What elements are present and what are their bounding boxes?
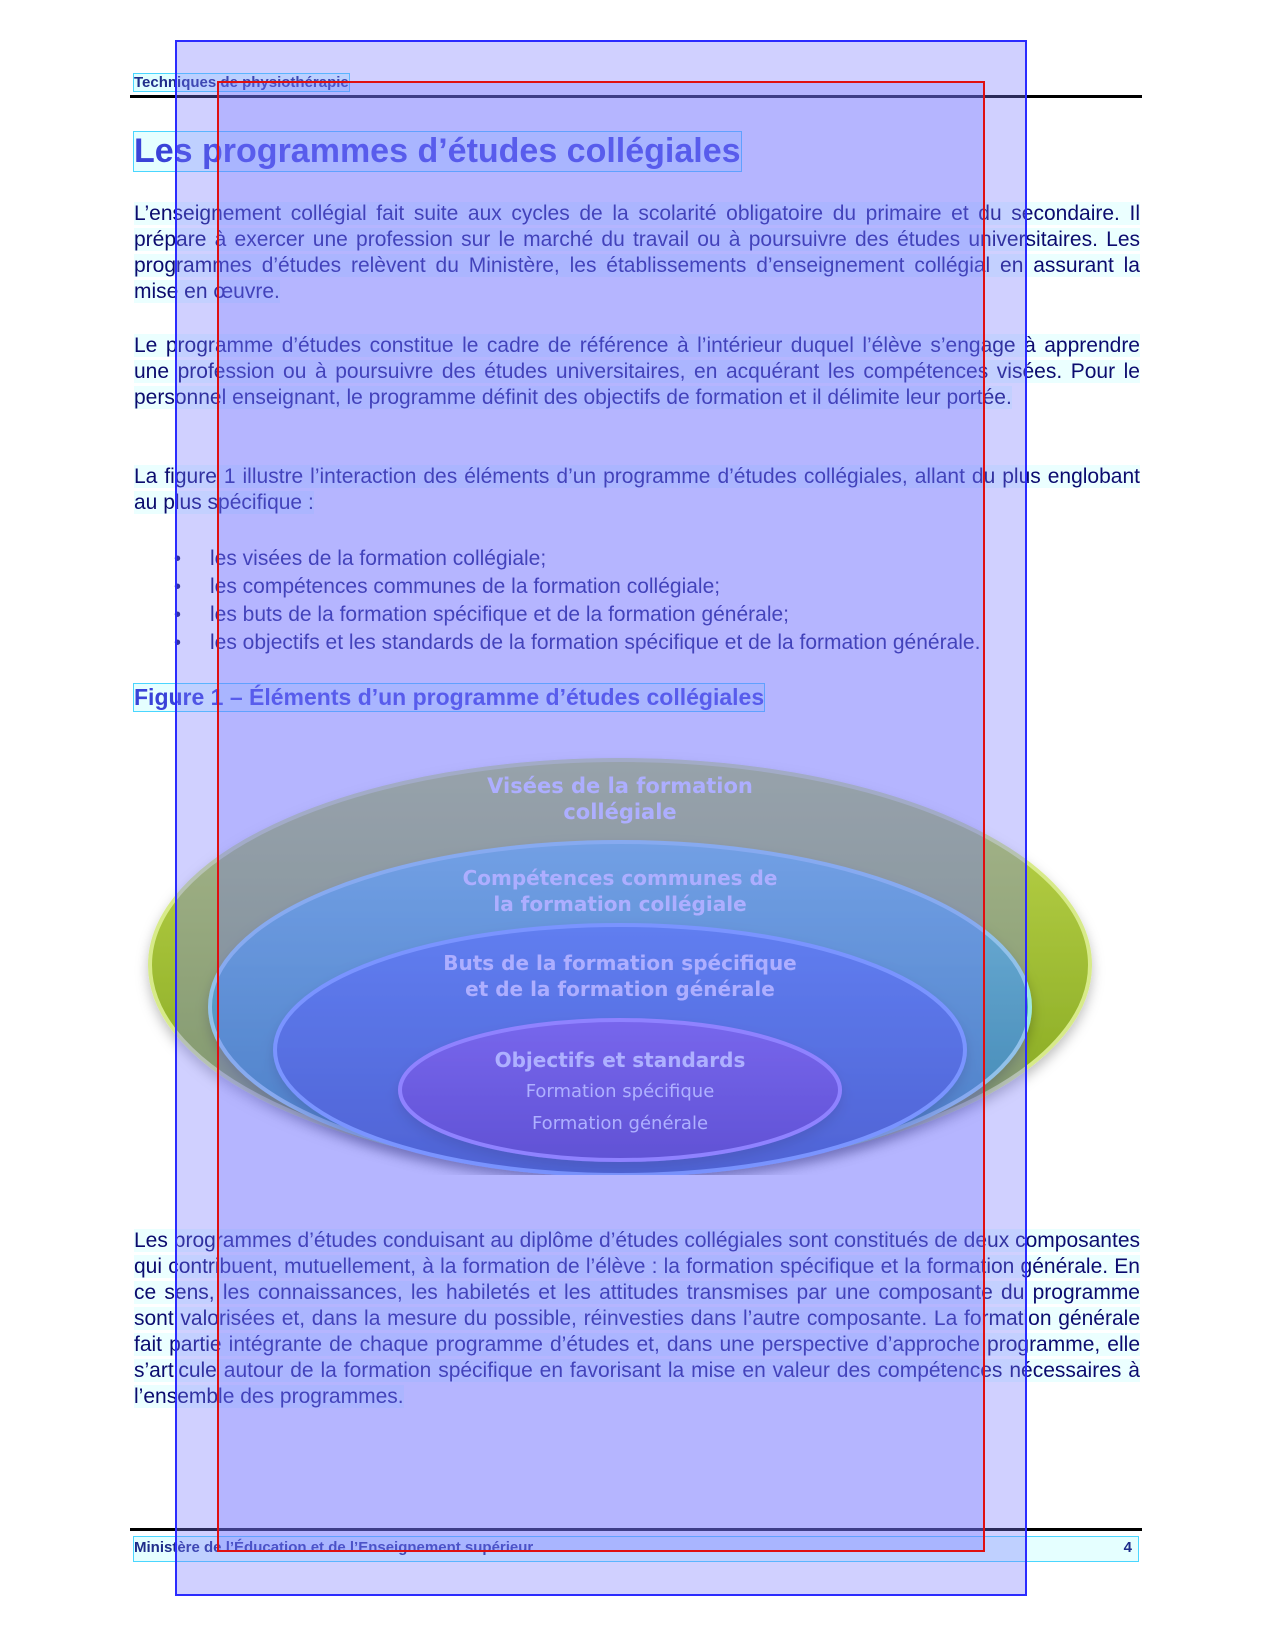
paragraph-text: Les programmes d’études conduisant au diplôme d’études collégiales sont constitués de deux composantes qui contribuent, mutuellement, à la formation de l’élève : la formation spécifique et la formation générale. En ce sens, les connaissances, les habiletés et les attitudes transmises par une composante du programme sont valorisées et, dans la mesure du possible, réinvesties dans l’autre composante. La formation générale fait partie intégrante de chaque programme d’études et, dans une perspective d’approche programme, elle s’articule autour de la formation spécifique en favorisant la mise en valeur des compétences nécessaires à l’ensemble des programmes. bbox=[134, 1229, 1140, 1408]
objectifs-label-line1: Objectifs et standards bbox=[494, 1048, 746, 1072]
buts-label-line1: Buts de la formation spécifique bbox=[443, 951, 797, 975]
figure-intro-paragraph bbox=[134, 464, 1140, 516]
list-item: • les buts de la formation spécifique et de la formation générale; bbox=[172, 601, 1072, 629]
paragraph-text: Le programme d’études constitue le cadre de référence à l’intérieur duquel l’élève s’engage à apprendre une profession ou à poursuivre des études universitaires, en acquérant les compétences visées. Pour le personnel enseignant, le programme définit des objectifs de formation et il délimite leur portée. bbox=[134, 334, 1140, 409]
program-header: Techniques de physiothérapie bbox=[134, 74, 349, 91]
objectifs-label-line3: Formation générale bbox=[531, 1113, 709, 1134]
page-title: Les programmes d’études collégiales bbox=[134, 132, 741, 170]
list-item: • les compétences communes de la formation collégiale; bbox=[172, 573, 1072, 601]
footer-rule bbox=[130, 1528, 1142, 1531]
list-item: • les objectifs et les standards de la formation spécifique et de la formation générale. bbox=[172, 629, 1072, 657]
visees-label-line2: collégiale bbox=[563, 800, 677, 824]
buts-label-line2: et de la formation générale bbox=[465, 977, 775, 1001]
page-number: 4 bbox=[1123, 1539, 1132, 1556]
nested-ellipses-diagram bbox=[130, 745, 1110, 1175]
competences-label-line1: Compétences communes de bbox=[462, 866, 778, 890]
ministry-footer: Ministère de l’Éducation et de l’Enseignement supérieur bbox=[134, 1539, 534, 1556]
competences-label-line2: la formation collégiale bbox=[493, 892, 747, 916]
page-footer bbox=[134, 1537, 1138, 1561]
figure-caption: Figure 1 – Éléments d’un programme d’études collégiales bbox=[134, 684, 765, 710]
element-list bbox=[172, 545, 1072, 657]
program-definition-paragraph bbox=[134, 333, 1140, 411]
paragraph-text: La figure 1 illustre l’interaction des éléments d’un programme d’études collégiales, allant du plus englobant au plus spécifique : bbox=[134, 465, 1140, 514]
list-item: • les visées de la formation collégiale; bbox=[172, 545, 1072, 573]
objectifs-label-line2: Formation spécifique bbox=[525, 1081, 715, 1102]
intro-paragraph bbox=[134, 201, 1140, 305]
visees-label-line1: Visées de la formation bbox=[487, 774, 753, 798]
paragraph-text: L’enseignement collégial fait suite aux cycles de la scolarité obligatoire du primaire et du secondaire. Il prépare à exercer une profession sur le marché du travail ou à poursuivre des études universitaires. Les programmes d’études relèvent du Ministère, les établissements d’enseignement collégial en assurant la mise en œuvre. bbox=[134, 202, 1140, 303]
components-paragraph bbox=[134, 1228, 1140, 1410]
header-rule bbox=[130, 95, 1142, 98]
